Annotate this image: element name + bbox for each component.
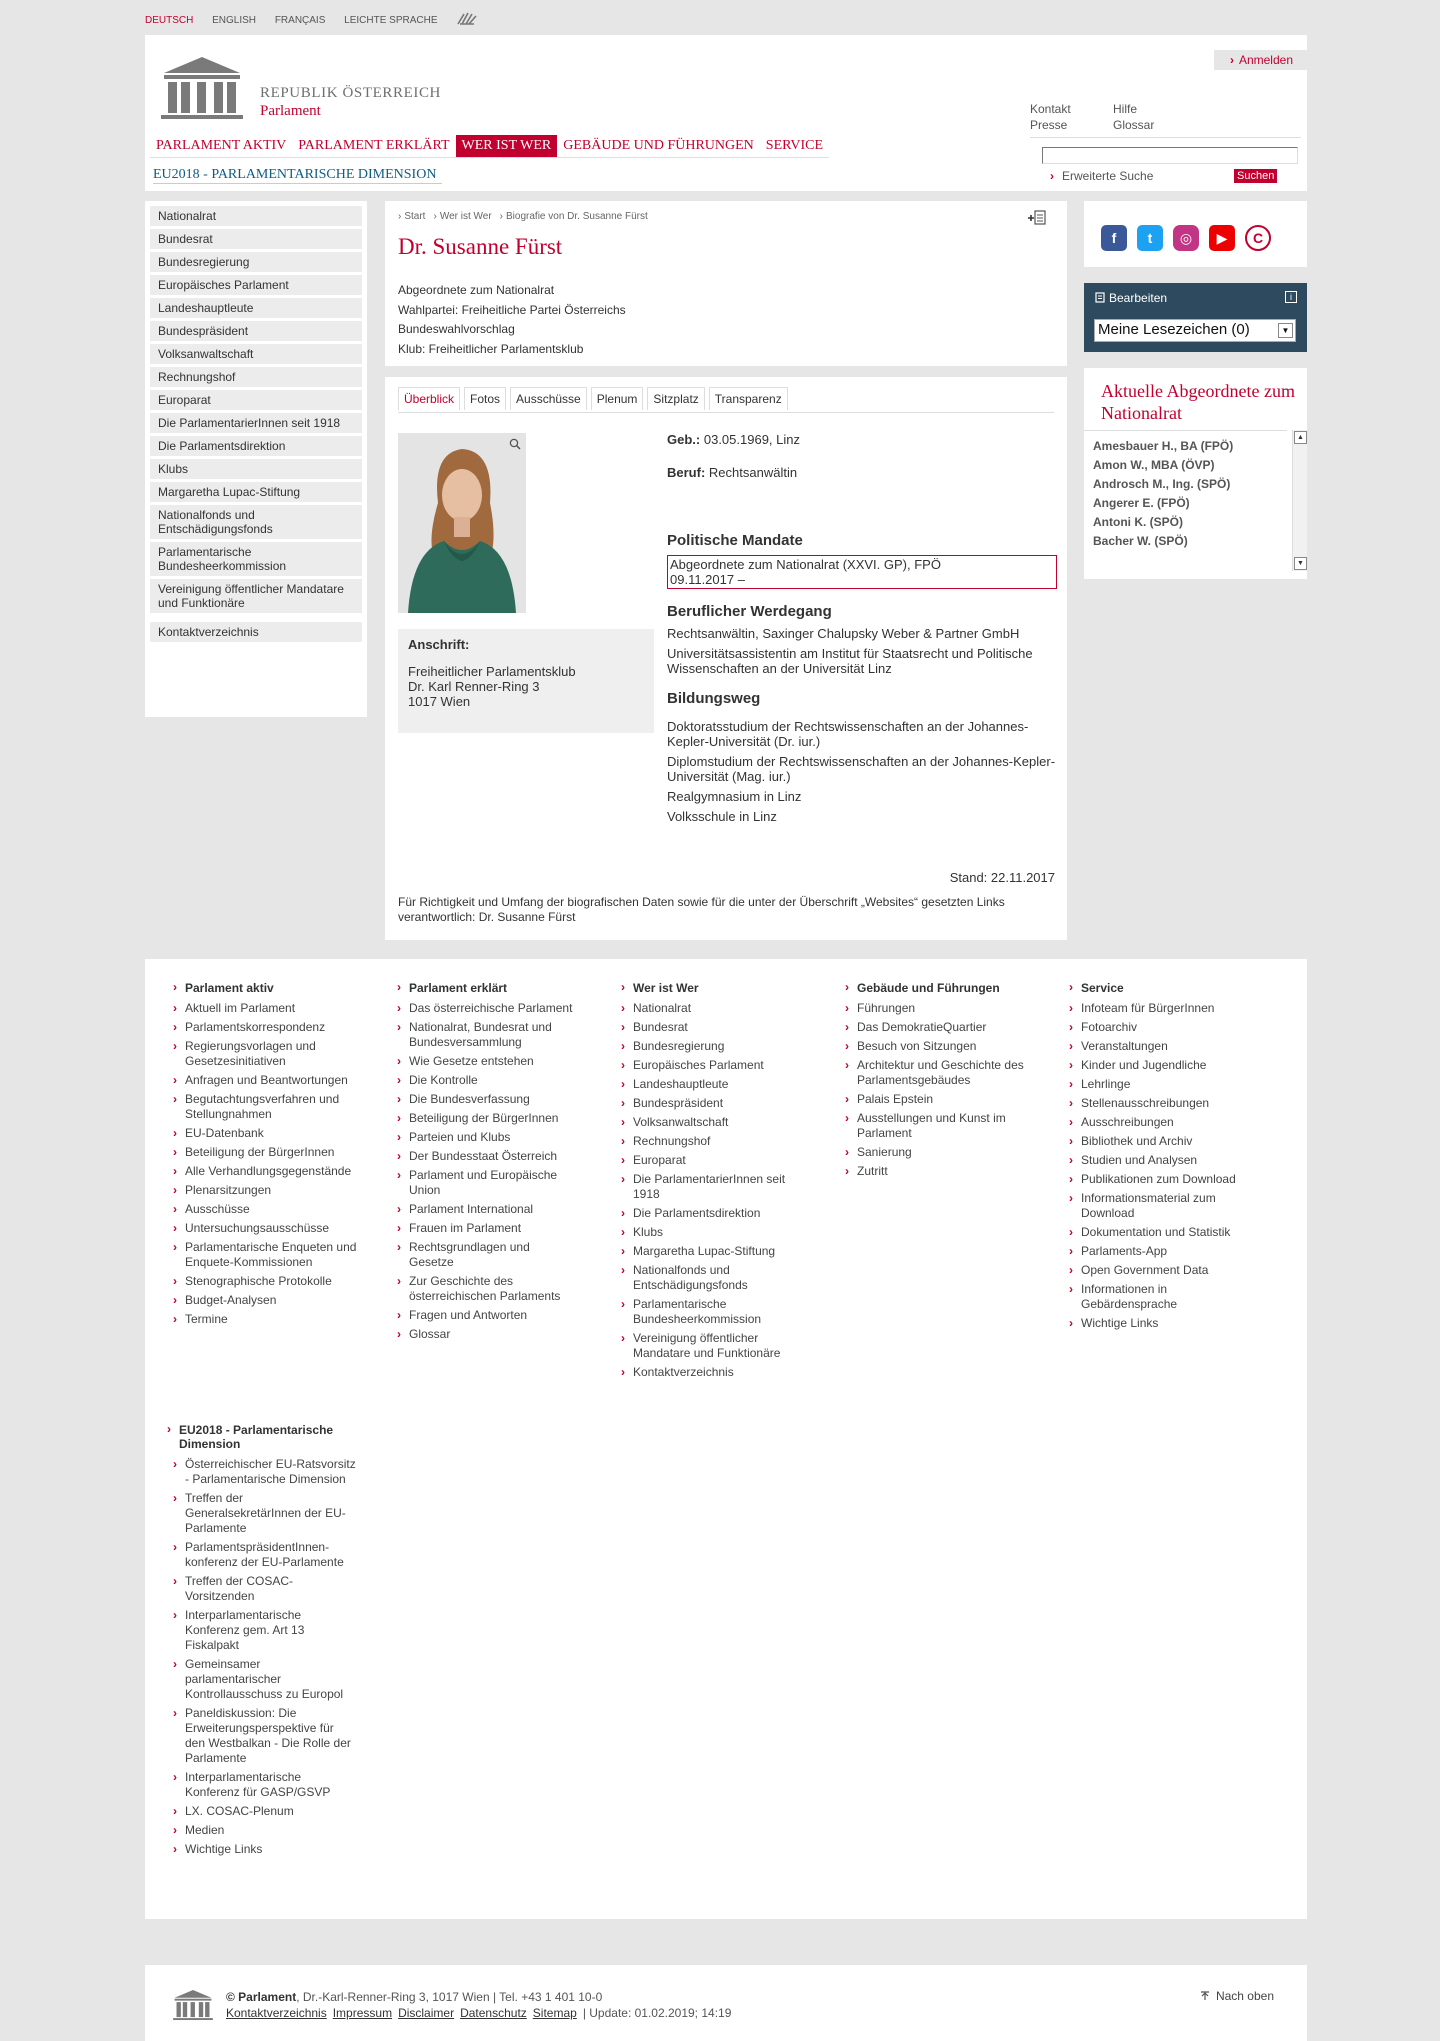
address-line: 1017 Wien (408, 694, 471, 709)
footer-org: © Parlament (226, 1990, 297, 2004)
footer-link[interactable]: › Parteien und Klubs (397, 1130, 577, 1145)
footer-link[interactable]: › Plenarsitzungen (173, 1183, 373, 1198)
address-line: Freiheitlicher Parlamentsklub (408, 664, 576, 679)
nav-eu2018[interactable]: EU2018 - PARLAMENTARISCHE DIMENSION (153, 167, 442, 184)
birth-info (667, 432, 1057, 447)
sidebar-navigation (145, 201, 367, 717)
mp-link[interactable]: Antoni K. (SPÖ) (1093, 515, 1183, 529)
bookmark-icon (1095, 292, 1105, 303)
footer-link[interactable]: › Europarat (621, 1153, 801, 1168)
footer-link[interactable]: › Aktuell im Parlament (173, 1001, 373, 1016)
bookmarks-panel (1084, 283, 1307, 352)
footer-link[interactable]: › Stellenausschreibungen (1069, 1096, 1249, 1111)
sidebar-item[interactable]: Nationalfonds und Entschädigungsfonds (150, 505, 362, 539)
site-header (145, 35, 1307, 191)
footer-link[interactable]: › Termine (173, 1312, 373, 1327)
footer-link[interactable]: › Interparlamentarische Konferenz für GASP/GSVP (173, 1770, 357, 1800)
breadcrumb-item: › Biografie von Dr. Susanne Fürst (500, 211, 648, 222)
career-item: Rechtsanwältin, Saxinger Chalupsky Weber & Partner GmbH (667, 626, 1020, 641)
footer-link[interactable]: › Veranstaltungen (1069, 1039, 1249, 1054)
education-item: Diplomstudium der Rechtswissenschaften an der Johannes-Kepler-Universität (Mag. iur.) (667, 754, 1056, 784)
sidebar-item[interactable]: Landeshauptleute (150, 298, 362, 318)
footer-link[interactable]: › Open Government Data (1069, 1263, 1249, 1278)
social-media-box (1084, 201, 1307, 267)
footer-link[interactable]: › Landeshauptleute (621, 1077, 801, 1092)
lang-english[interactable]: ENGLISH (212, 14, 257, 26)
sign-language-icon[interactable] (456, 10, 480, 26)
footer-link[interactable]: › Untersuchungsausschüsse (173, 1221, 373, 1236)
help-link[interactable]: Hilfe (1113, 102, 1138, 116)
footer-heading[interactable]: › Parlament aktiv (173, 981, 373, 995)
footer-link[interactable]: › ParlamentspräsidentInnen-konferenz der EU-Parlamente (173, 1540, 357, 1570)
footer-link[interactable]: › Rechnungshof (621, 1134, 801, 1149)
footer-link[interactable]: › Dokumentation und Statistik (1069, 1225, 1249, 1240)
mp-link[interactable]: Amon W., MBA (ÖVP) (1093, 458, 1215, 472)
footer-link[interactable]: › Bibliothek und Archiv (1069, 1134, 1249, 1149)
footer-link[interactable]: › Österreichischer EU-Ratsvorsitz - Parlamentarische Dimension (173, 1457, 357, 1487)
footer-link[interactable]: › Die Kontrolle (397, 1073, 577, 1088)
footer-link[interactable]: › Klubs (621, 1225, 801, 1240)
sidebar-item[interactable]: Margaretha Lupac-Stiftung (150, 482, 362, 502)
footer-link[interactable]: › Sanierung (845, 1145, 1025, 1160)
footer-link[interactable]: › Ausschüsse (173, 1202, 373, 1217)
footer-link[interactable]: › Publikationen zum Download (1069, 1172, 1249, 1187)
parliament-logo-icon[interactable] (159, 55, 245, 121)
logo-text[interactable] (260, 85, 441, 120)
person-info-line: Wahlpartei: Freiheitliche Partei Österreichs (398, 302, 626, 317)
career-heading: Beruflicher Werdegang (667, 603, 832, 620)
current-mps-box (1084, 368, 1307, 579)
footer-link-sitemap[interactable]: Sitemap (532, 2006, 577, 2020)
scroll-down-icon[interactable]: ▼ (1294, 557, 1307, 570)
person-summary (398, 281, 626, 359)
footer-link-impressum[interactable]: Impressum (332, 2006, 393, 2020)
person-info-line: Abgeordnete zum Nationalrat (398, 283, 555, 297)
language-bar (145, 14, 480, 30)
footer-link[interactable]: › Margaretha Lupac-Stiftung (621, 1244, 801, 1259)
social-icons (1101, 225, 1281, 251)
biography-panel (385, 377, 1067, 940)
footer-link[interactable]: › Parlaments-App (1069, 1244, 1249, 1259)
instagram-icon[interactable]: ◎ (1173, 225, 1199, 251)
bookmark-add-icon[interactable] (1027, 210, 1047, 226)
mp-link[interactable]: Angerer E. (FPÖ) (1093, 496, 1190, 510)
footer-link[interactable]: › Architektur und Geschichte des Parlamentsgebäudes (845, 1058, 1025, 1088)
sidebar-item[interactable]: Die ParlamentarierInnen seit 1918 (150, 413, 362, 433)
mandate-date: 09.11.2017 – (670, 572, 745, 587)
footer-link[interactable]: › Treffen der COSAC-Vorsitzenden (173, 1574, 357, 1604)
footer-link[interactable]: › Alle Verhandlungsgegenstände (173, 1164, 373, 1179)
sidebar-item[interactable]: Rechnungshof (150, 367, 362, 387)
twitter-icon[interactable]: t (1137, 225, 1163, 251)
footer-column-service (1069, 981, 1249, 1335)
footer-column-parlament-aktiv (173, 981, 373, 1331)
search-button[interactable]: Suchen (1234, 169, 1277, 183)
footer-update: | Update: 01.02.2019; 14:19 (582, 2006, 732, 2020)
nav-parlament-aktiv[interactable]: PARLAMENT AKTIV (156, 138, 287, 153)
address-box (398, 629, 654, 733)
footer-link[interactable]: › Kinder und Jugendliche (1069, 1058, 1249, 1073)
footer-link[interactable]: › EU-Datenbank (173, 1126, 373, 1141)
mandate-entry (667, 555, 1057, 589)
tab-bar (398, 387, 1054, 413)
scroll-up-icon[interactable]: ▲ (1294, 431, 1307, 444)
footer-link[interactable]: › Medien (173, 1823, 357, 1838)
footer-link[interactable]: › Parlament und Europäische Union (397, 1168, 577, 1198)
footer-link[interactable]: › Informationen in Gebärdensprache (1069, 1282, 1249, 1312)
footer-link[interactable]: › Informationsmaterial zum Download (1069, 1191, 1249, 1221)
mp-link[interactable]: Bacher W. (SPÖ) (1093, 534, 1188, 548)
education-item: Volksschule in Linz (667, 809, 777, 824)
lang-leichte-sprache[interactable]: LEICHTE SPRACHE (344, 14, 438, 26)
footer-heading[interactable]: › Parlament erklärt (397, 981, 577, 995)
sidebar-item[interactable]: Bundespräsident (150, 321, 362, 341)
footer-link[interactable]: › Parlamentarische Bundesheerkommission (621, 1297, 801, 1327)
parlament-app-icon[interactable]: C (1245, 225, 1271, 251)
zoom-icon[interactable] (509, 438, 521, 450)
footer-link[interactable]: › Führungen (845, 1001, 1025, 1016)
footer-link[interactable]: › Ausstellungen und Kunst im Parlament (845, 1111, 1025, 1141)
edit-title-text: Bearbeiten (1109, 291, 1168, 305)
footer-link[interactable]: › Interparlamentarische Konferenz gem. Art 13 Fiskalpakt (173, 1608, 357, 1653)
footer-link[interactable]: › Infoteam für BürgerInnen (1069, 1001, 1249, 1016)
footer-link[interactable]: › Die ParlamentarierInnen seit 1918 (621, 1172, 801, 1202)
portrait-photo[interactable] (398, 433, 526, 613)
portrait-illustration (398, 433, 526, 613)
info-icon[interactable]: i (1285, 291, 1297, 303)
sidebar-item[interactable]: Die Parlamentsdirektion (150, 436, 362, 456)
press-link[interactable]: Presse (1030, 118, 1068, 132)
footer-link[interactable]: › Zutritt (845, 1164, 1025, 1179)
footer-column-eu2018 (167, 1423, 357, 1861)
footer-link[interactable]: › Treffen der GeneralsekretärInnen der EU-Parlamente (173, 1491, 357, 1536)
education-item: Doktoratsstudium der Rechtswissenschaften an der Johannes-Kepler-Universität (Dr. iur.) (667, 719, 1029, 749)
profession-value: Rechtsanwältin (708, 465, 798, 480)
tab-fotos[interactable]: Fotos (464, 387, 506, 410)
tab-ausschuesse[interactable]: Ausschüsse (510, 387, 587, 410)
sidebar-item[interactable]: Kontaktverzeichnis (150, 622, 362, 642)
search-input[interactable] (1042, 147, 1298, 164)
footer-link[interactable]: › Bundesregierung (621, 1039, 801, 1054)
glossary-link[interactable]: Glossar (1113, 118, 1155, 132)
footer-link[interactable]: › Die Bundesverfassung (397, 1092, 577, 1107)
footer-link[interactable]: › Parlamentarische Enqueten und Enquete-Kommissionen (173, 1240, 373, 1270)
nav-parlament-erklaert[interactable]: PARLAMENT ERKLÄRT (298, 138, 450, 153)
logo-line-1: REPUBLIK ÖSTERREICH (260, 85, 441, 101)
footer-link[interactable]: › Volksanwaltschaft (621, 1115, 801, 1130)
footer-address: , Dr.-Karl-Renner-Ring 3, 1017 Wien | Tel. +43 1 401 10-0 (296, 1990, 603, 2004)
last-updated: Stand: 22.11.2017 (949, 870, 1055, 885)
person-info-line: Bundeswahlvorschlag (398, 322, 515, 336)
footer-link[interactable]: › Ausschreibungen (1069, 1115, 1249, 1130)
footer-heading[interactable]: › Gebäude und Führungen (845, 981, 1025, 995)
birth-label: Geb.: (667, 432, 701, 447)
profession-label: Beruf: (667, 465, 706, 480)
career-item: Universitätsassistentin am Institut für Staatsrecht und Politische Wissenschaften an der Universität Linz (667, 646, 1033, 676)
person-header (385, 201, 1067, 366)
footer-link[interactable]: › Beteiligung der BürgerInnen (173, 1145, 373, 1160)
person-info-line: Klub: Freiheitlicher Parlamentsklub (398, 341, 584, 356)
logo-line-2: Parlament (260, 103, 321, 119)
footer-link[interactable]: › Nationalfonds und Entschädigungsfonds (621, 1263, 801, 1293)
footer-link-datenschutz[interactable]: Datenschutz (460, 2006, 527, 2020)
footer-link[interactable]: › Rechtsgrundlagen und Gesetze (397, 1240, 577, 1270)
footer-link[interactable]: › Vereinigung öffentlicher Mandatare und Funktionäre (621, 1331, 801, 1361)
footer-link[interactable]: › Parlament International (397, 1202, 577, 1217)
footer-link[interactable]: › Bundespräsident (621, 1096, 801, 1111)
sidebar-item[interactable]: Vereinigung öffentlicher Mandatare und Funktionäre (150, 579, 362, 613)
footer-link-disclaimer[interactable]: Disclaimer (398, 2006, 455, 2020)
biography (667, 432, 1057, 829)
sidebar-item[interactable]: Europarat (150, 390, 362, 410)
edit-title (1095, 291, 1167, 305)
current-mps-list (1084, 430, 1287, 571)
lang-francais[interactable]: FRANÇAIS (274, 14, 326, 26)
footer-link[interactable]: › Fragen und Antworten (397, 1308, 577, 1323)
footer-link[interactable]: › Studien und Analysen (1069, 1153, 1249, 1168)
mandates-heading: Politische Mandate (667, 532, 803, 549)
sidebar-item[interactable]: Parlamentarische Bundesheerkommission (150, 542, 362, 576)
footer-link[interactable]: › Europäisches Parlament (621, 1058, 801, 1073)
footer-link[interactable]: › Stenographische Protokolle (173, 1274, 373, 1289)
mp-link[interactable]: Amesbauer H., BA (FPÖ) (1093, 439, 1234, 453)
footer-link[interactable]: › Besuch von Sitzungen (845, 1039, 1025, 1054)
meta-links (1030, 101, 1196, 133)
contact-link[interactable]: Kontakt (1030, 102, 1071, 116)
parliament-logo-small-icon[interactable] (171, 1989, 215, 2021)
back-to-top-label: Nach oben (1215, 1989, 1274, 2003)
youtube-icon[interactable]: ▶ (1209, 225, 1235, 251)
sidebar-item[interactable]: Bundesregierung (150, 252, 362, 272)
breadcrumb-item[interactable]: › Wer ist Wer (433, 211, 491, 222)
footer-link[interactable]: › Zur Geschichte des österreichischen Parlaments (397, 1274, 577, 1304)
footer-sitemap (145, 959, 1307, 1919)
bottom-footer (145, 1965, 1307, 2041)
back-to-top-link[interactable] (1200, 1989, 1274, 2003)
footer-link[interactable]: › Fotoarchiv (1069, 1020, 1249, 1035)
nav-service[interactable]: SERVICE (765, 138, 824, 153)
footer-link[interactable]: › Budget-Analysen (173, 1293, 373, 1308)
mp-link[interactable]: Androsch M., Ing. (SPÖ) (1093, 477, 1231, 491)
sidebar-item[interactable]: Klubs (150, 459, 362, 479)
footer-link[interactable]: › Die Parlamentsdirektion (621, 1206, 801, 1221)
footer-link[interactable]: › Bundesrat (621, 1020, 801, 1035)
main-navigation (150, 135, 829, 158)
search-box (1030, 137, 1301, 187)
tab-transparenz[interactable]: Transparenz (709, 387, 788, 410)
footer-link[interactable]: › Wichtige Links (173, 1842, 357, 1857)
bookmarks-select-value: Meine Lesezeichen (0) (1098, 321, 1250, 338)
footer-column-wer-ist-wer (621, 981, 801, 1384)
footer-link[interactable]: › Nationalrat, Bundesrat und Bundesversammlung (397, 1020, 577, 1050)
footer-heading[interactable]: › Wer ist Wer (621, 981, 801, 995)
advanced-search-link[interactable]: › Erweiterte Suche (1050, 169, 1153, 183)
footer-link[interactable]: › Frauen im Parlament (397, 1221, 577, 1236)
nav-wer-ist-wer[interactable]: WER IST WER (456, 135, 558, 157)
breadcrumb (398, 211, 656, 222)
profession-info (667, 465, 1057, 480)
sidebar-item[interactable]: Volksanwaltschaft (150, 344, 362, 364)
education-heading: Bildungsweg (667, 690, 761, 707)
footer-link[interactable]: › Regierungsvorlagen und Gesetzesinitiativen (173, 1039, 373, 1069)
address-line: Dr. Karl Renner-Ring 3 (408, 679, 540, 694)
footer-link[interactable]: › Das österreichische Parlament (397, 1001, 577, 1016)
footer-column-parlament-erklaert (397, 981, 577, 1346)
bookmarks-select[interactable] (1094, 319, 1296, 342)
tab-plenum[interactable]: Plenum (591, 387, 644, 410)
education-item: Realgymnasium in Linz (667, 789, 802, 804)
tab-sitzplatz[interactable]: Sitzplatz (647, 387, 704, 410)
sidebar-item[interactable]: Europäisches Parlament (150, 275, 362, 295)
footer-link-kontaktverzeichnis[interactable]: Kontaktverzeichnis (226, 2006, 327, 2020)
footer-link[interactable]: › Kontaktverzeichnis (621, 1365, 801, 1380)
lang-deutsch[interactable]: DEUTSCH (145, 14, 194, 26)
footer-link[interactable]: › Gemeinsamer parlamentarischer Kontrollausschuss zu Europol (173, 1657, 357, 1702)
current-mps-title: Aktuelle Abgeordnete zum Nationalrat (1101, 381, 1295, 423)
footer-link[interactable]: › Das DemokratieQuartier (845, 1020, 1025, 1035)
footer-link[interactable]: › Anfragen und Beantwortungen (173, 1073, 373, 1088)
footer-link[interactable]: › Paneldiskussion: Die Erweiterungsperspektive für den Westbalkan - Die Rolle der Parlamente (173, 1706, 357, 1766)
breadcrumb-item[interactable]: › Start (398, 211, 425, 222)
footer-link[interactable]: › Palais Epstein (845, 1092, 1025, 1107)
footer-link[interactable]: › Wichtige Links (1069, 1316, 1249, 1331)
chevron-down-icon: ▼ (1278, 323, 1293, 338)
login-button[interactable]: › Anmelden (1214, 50, 1307, 70)
address-label: Anschrift: (408, 637, 470, 652)
footer-link[interactable]: › Parlamentskorrespondenz (173, 1020, 373, 1035)
footer-column-gebaeude (845, 981, 1025, 1183)
birth-value: 03.05.1969, Linz (703, 432, 800, 447)
footer-link[interactable]: › Nationalrat (621, 1001, 801, 1016)
tab-ueberblick[interactable]: Überblick (398, 387, 460, 410)
sidebar-item[interactable]: Bundesrat (150, 229, 362, 249)
footer-heading[interactable]: › EU2018 - Parlamentarische Dimension (167, 1423, 357, 1451)
footer-heading[interactable]: › Service (1069, 981, 1249, 995)
footer-link[interactable]: › Beteiligung der BürgerInnen (397, 1111, 577, 1126)
footer-link[interactable]: › Begutachtungsverfahren und Stellungnahmen (173, 1092, 373, 1122)
disclaimer-text: Für Richtigkeit und Umfang der biografischen Daten sowie für die unter der Überschrift „Websites“ gesetzten Links verantwortlich: Dr. Susanne Fürst (398, 895, 1005, 924)
facebook-icon[interactable]: f (1101, 225, 1127, 251)
page-title: Dr. Susanne Fürst (398, 234, 563, 259)
arrow-up-icon (1200, 1991, 1210, 2001)
footer-link[interactable]: › Der Bundesstaat Österreich (397, 1149, 577, 1164)
footer-link[interactable]: › Lehrlinge (1069, 1077, 1249, 1092)
footer-link[interactable]: › Wie Gesetze entstehen (397, 1054, 577, 1069)
sidebar-item[interactable]: Nationalrat (150, 206, 362, 226)
nav-gebaeude-fuehrungen[interactable]: GEBÄUDE UND FÜHRUNGEN (563, 138, 754, 153)
footer-link[interactable]: › LX. COSAC-Plenum (173, 1804, 357, 1819)
mps-scrollbar[interactable] (1292, 430, 1307, 571)
mandate-title: Abgeordnete zum Nationalrat (XXVI. GP), FPÖ (670, 557, 941, 572)
footer-legal (226, 1989, 731, 2021)
footer-link[interactable]: › Glossar (397, 1327, 577, 1342)
